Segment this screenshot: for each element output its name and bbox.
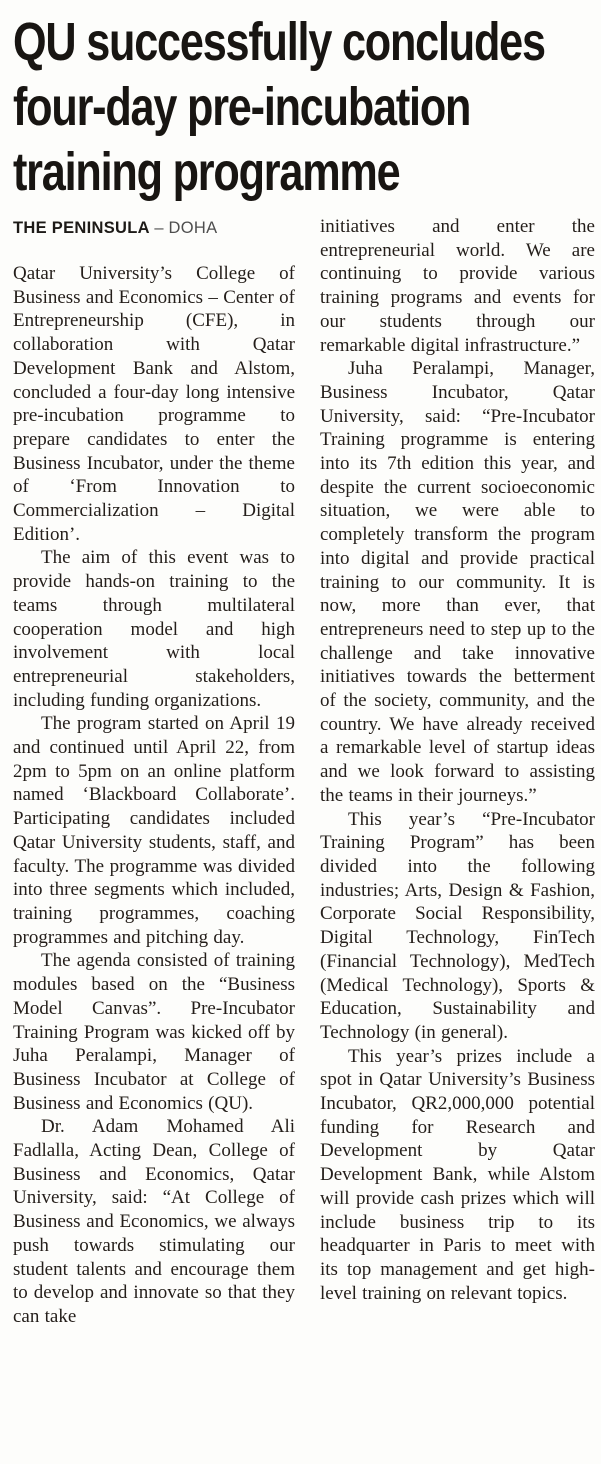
article-headline	[13, 10, 545, 205]
paragraph-right-3: This year’s “Pre-Incubator Training Program” has been divided into the following industries; Arts, Design & Fashion, Corporate Social Responsibility, Digital Technology, FinTech (Financial Technology), MedTech (Medical Technology), Sports & Education, Sustainability and Technology (in general).	[320, 808, 595, 1043]
headline-line-3: training programme	[13, 142, 400, 202]
headline-line-1: QU successfully concludes	[13, 12, 545, 72]
byline-dash: –	[154, 219, 164, 237]
headline-line-2: four-day pre-incubation	[13, 77, 471, 137]
paragraph-left-2: The aim of this event was to provide hands-on training to the teams through multilateral cooperation model and high involvement with local entrepreneurial stakeholders, including funding organizations.	[13, 547, 295, 711]
article-columns	[13, 215, 595, 1329]
paragraph-left-3: The program started on April 19 and continued until April 22, from 2pm to 5pm on an online platform named ‘Blackboard Collaborate’. Participating candidates included Qatar University students, staff, and faculty. The programme was divided into three segments which included, training programmes, coaching programmes and pitching day.	[13, 713, 295, 948]
column-right	[320, 215, 595, 1305]
paragraph-right-2: Juha Peralampi, Manager, Business Incubator, Qatar University, said: “Pre-Incubator Training programme is entering into its 7th edition this year, and despite the current socioeconomic situation, we were able to completely transform the program into digital and provide practical training to our community. It is now, more than ever, that entrepreneurs need to step up to the challenge and take innovative initiatives towards the betterment of the society, community, and the country. We have already received a remarkable level of startup ideas and we look forward to assisting the teams in their journeys.”	[320, 358, 595, 806]
paragraph-right-1: initiatives and enter the entrepreneurial world. We are continuing to provide various training programs and events for our students through our remarkable digital infrastructure.”	[320, 216, 595, 356]
paragraph-right-4: This year’s prizes include a spot in Qatar University’s Business Incubator, QR2,000,000 potential funding for Research and Development by Qatar Development Bank, while Alstom will provide cash prizes which will include business trip to its headquarter in Paris to meet with its top management and get high-level training on relevant topics.	[320, 1045, 595, 1304]
paragraph-left-4: The agenda consisted of training modules based on the “Business Model Canvas”. Pre-Incubator Training Program was kicked off by Juha Peralampi, Manager of Business Incubator at College of Business and Economics (QU).	[13, 950, 295, 1114]
byline	[13, 218, 295, 238]
byline-source: THE PENINSULA	[13, 219, 150, 237]
column-left	[13, 215, 295, 1329]
byline-location: DOHA	[168, 219, 218, 237]
paragraph-left-1: Qatar University’s College of Business and Economics – Center of Entrepreneurship (CFE), in collaboration with Qatar Development Bank and Alstom, concluded a four-day long intensive pre-incubation programme to prepare candidates to enter the Business Incubator, under the theme of ‘From Innovation to Commercialization – Digital Edition’.	[13, 263, 295, 545]
paragraph-left-5: Dr. Adam Mohamed Ali Fadlalla, Acting Dean, College of Business and Economics, Qatar University, said: “At College of Business and Economics, we always push towards stimulating our student talents and encourage them to develop and innovate so that they can take	[13, 1116, 295, 1327]
